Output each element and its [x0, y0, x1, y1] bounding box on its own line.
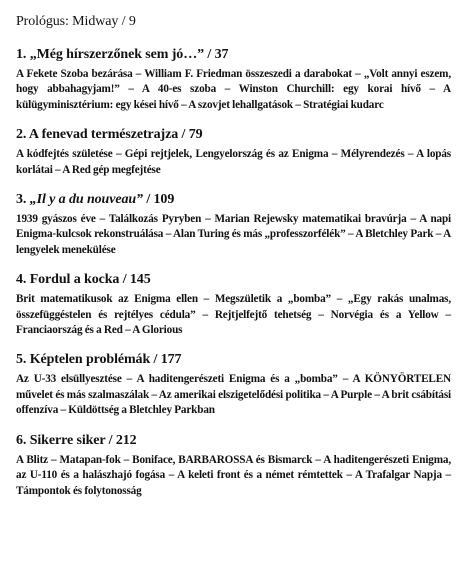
chapter-4 [16, 271, 451, 338]
chapter-4-description: Brit matematikusok az Enigma ellen – Megszületik a „bomba” – „Egy rakás unalmas, összefüggéstelen és rejtélyes cédula” – Rejtjelfejtő tehetség – Norvégia és a Yellow – Franciaország és a Red – A Glorious [16, 293, 451, 337]
chapter-3 [16, 191, 451, 258]
chapter-3-title-italic: „Il y a du nouveau” [29, 192, 143, 208]
chapter-2-description: A kódfejtés születése – Gépi rejtjelek, Lengyelország és az Enigma – Mélyrendezés – A lopás korlátai – A Red gép megfejtése [16, 148, 451, 176]
chapter-1-title: 1. „Még hírszerzőnek sem jó…” / 37 [16, 47, 229, 62]
chapter-1 [16, 46, 451, 113]
chapter-2 [16, 126, 451, 178]
chapter-3-title-prefix: 3. [16, 192, 30, 208]
chapter-3-title-suffix: / 109 [142, 192, 175, 208]
prologue-entry: Prológus: Midway / 9 [16, 14, 136, 29]
chapter-5-title: 5. Képtelen problémák / 177 [16, 352, 182, 368]
chapter-6-description: A Blitz – Matapan-fok – Boniface, BARBAROSSA és Bismarck – A haditengerészeti Enigma, az U-110 és a halászhajó fogása – A keleti front és a német rémtettek – A Trafalgar Napja – Támpontok és folytonosság [16, 453, 451, 497]
chapter-2-title: 2. A fenevad természetrajza / 79 [16, 127, 203, 143]
chapter-6 [16, 432, 451, 499]
chapter-3-description: 1939 gyászos éve – Találkozás Pyryben – Marian Rejewsky matematikai bravúrja – A napi Enigma-kulcsok rekonstruálása – Alan Turing és más „professzorfélék” – A Bletchley Park – A lengyelek menekülése [16, 213, 451, 256]
chapter-3-title [16, 191, 451, 208]
chapter-1-description: A Fekete Szoba bezárása – William F. Friedman összeszedi a darabokat – „Volt annyi eszem, hogy abbahagyjam!” – A 40-es szoba – Winston Churchill: egy korai hívő – A külügyminisztérium: egy kései hívő – A szovjet lehallgatások – Stratégiai kudarc [16, 68, 451, 111]
chapter-6-title: 6. Sikerre siker / 212 [16, 432, 137, 448]
chapter-5-description: Az U-33 elsüllyesztése – A haditengerészeti Enigma és a „bomba” – A KÖNYÖRTELEN művelet és más szalmaszálak – Az amerikai elszigetelődési politika – A Purple – A brit csábítási offenzíva – Küldöttség a Bletchley Parkban [16, 373, 451, 417]
chapter-5 [16, 351, 451, 418]
chapter-4-title: 4. Fordul a kocka / 145 [16, 272, 151, 288]
